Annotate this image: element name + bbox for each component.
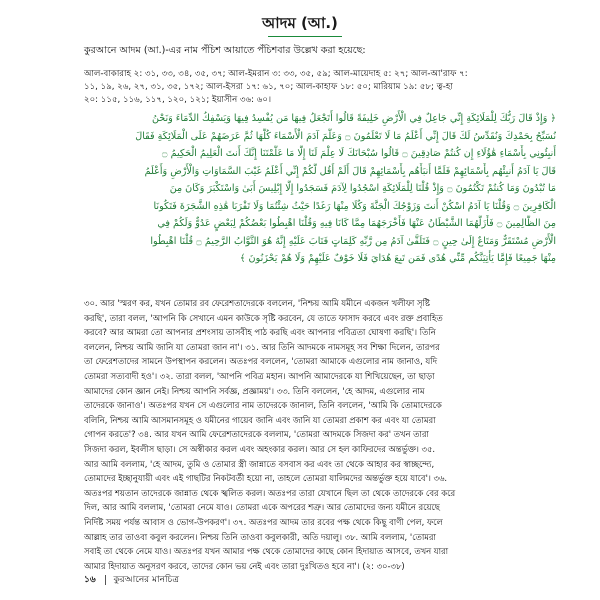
arabic-line: نُسَبِّحُ بِحَمْدِكَ وَنُقَدِّسُ لَكَ قَالَ إِنِّي أَعْلَمُ مَا لَا تَعْلَمُونَ ۝ وَعَلَّمَ آدَمَ الْأَسْمَاءَ كُلَّهَا ثُمَّ عَرَضَهُمْ عَلَى الْمَلَائِكَةِ فَقَالَ bbox=[135, 130, 556, 142]
translation-line: তা ফেরেশতাদের সামনে উপস্থাপন করলেন। অতঃপর বললেন, 'তোমরা আমাকে এগুলোর নাম জানাও, যদি bbox=[84, 356, 438, 367]
translation-line: নির্দিষ্ট সময় পর্যন্ত আবাস ও ভোগ-উপকরণ'। ৩৭. অতঃপর আদম তার রবের পক্ষ থেকে কিছু বাণী পেল, ফলে bbox=[84, 516, 443, 527]
intro-paragraph: কুরআনে আদম (আ.)-এর নাম পঁচিশ আয়াতে পঁচিশবার উল্লেখ করা হয়েছে: bbox=[84, 45, 366, 56]
translation-line: আল্লাহ তার তাওবা কবুল করলেন। নিশ্চয় তিনি তাওবা কবুলকারী, অতি দয়ালু। ৩৮. আমি বললাম, 'তোমরা bbox=[84, 531, 436, 542]
arabic-line: مَا تُبْدُونَ وَمَا كُنتُمْ تَكْتُمُونَ ۝ وَإِذْ قُلْنَا لِلْمَلَائِكَةِ اسْجُدُوا لِآدَمَ فَسَجَدُوا إِلَّا إِبْلِيسَ أَبَىٰ وَاسْتَكْبَرَ وَكَانَ مِنَ bbox=[169, 183, 556, 194]
arabic-line: أَنبِئُونِي بِأَسْمَاءِ هَٰؤُلَاءِ إِن كُنتُمْ صَادِقِينَ ۝ قَالُوا سُبْحَانَكَ لَا عِلْمَ لَنَا إِلَّا مَا عَلَّمْتَنَا إِنَّكَ أَنتَ الْعَلِيمُ الْحَكِيمُ ۝ bbox=[161, 148, 556, 159]
translation-line: গোপন করতে'? ৩৪. আর যখন আমি ফেরেশতাদেরকে বললাম, 'তোমরা আদমকে সিজদা কর' তখন তারা bbox=[84, 429, 429, 440]
title-underline bbox=[268, 36, 342, 37]
translation-line: বলিনি, নিশ্চয় আমি আসমানসমূহ ও যমীনের গায়েব জানি এবং জানি যা তোমরা প্রকাশ কর এবং যা তোমরা bbox=[84, 414, 436, 425]
arabic-verses bbox=[84, 110, 556, 303]
translation-line: আর আমি বললাম, 'হে আদম, তুমি ও তোমার স্ত্রী জান্নাতে বসবাস কর এবং তা থেকে আহার কর স্বাচ্ছন্দ্যে, bbox=[84, 458, 435, 469]
reference-line: ২০: ১১৫, ১১৬, ১১৭, ১২০, ১২১; ইয়াসীন ৩৬: ৬০। bbox=[84, 95, 272, 105]
reference-line: আল-বাকারাহ ২: ৩১, ৩৩, ৩৪, ৩৫, ৩৭; আল-ইমরান ৩: ৩৩, ৩৫, ৫৯; আল-মায়েদাহ ৫: ২৭; আল-আ'রাফ ৭: bbox=[84, 69, 468, 79]
arabic-line: الْأَرْضِ مُسْتَقَرٌّ وَمَتَاعٌ إِلَىٰ حِينٍ ۝ فَتَلَقَّىٰ آدَمُ مِن رَّبِّهِ كَلِمَاتٍ فَتَابَ عَلَيْهِ إِنَّهُ هُوَ التَّوَّابُ الرَّحِيمُ ۝ قُلْنَا اهْبِطُوا bbox=[150, 235, 556, 247]
references-list bbox=[84, 68, 554, 107]
arabic-line bbox=[84, 268, 556, 286]
arabic-line: قَالَ يَا آدَمُ أَنبِئْهُم بِأَسْمَائِهِمْ فَلَمَّا أَنبَأَهُم بِأَسْمَائِهِمْ قَالَ أَلَمْ أَقُل لَّكُمْ إِنِّي أَعْلَمُ غَيْبَ السَّمَاوَاتِ وَالْأَرْضِ وَأَعْلَمُ bbox=[144, 165, 556, 177]
translation-line: তোমাদের ইচ্ছানুযায়ী এবং এই গাছটির নিকটবর্তী হয়ো না, তাহলে তোমরা যালিমদের অন্তর্ভুক্ত হয়ে যাবে'। ৩৬. bbox=[84, 473, 448, 484]
arabic-line: ﴿ وَإِذْ قَالَ رَبُّكَ لِلْمَلَائِكَةِ إِنِّي جَاعِلٌ فِي الْأَرْضِ خَلِيفَةً قَالُوا أَتَجْعَلُ فِيهَا مَن يُفْسِدُ فِيهَا وَيَسْفِكُ الدِّمَاءَ وَنَحْنُ bbox=[151, 113, 556, 124]
translation-line: বললেন, নিশ্চয় আমি জানি যা তোমরা জান না'। ৩১. আর তিনি আদমকে নামসমূহ সব শিক্ষা দিলেন, তারপর bbox=[84, 341, 440, 352]
translation-line: তোমরা সত্যবাদী হও'। ৩২. তারা বলল, 'আপনি পবিত্র মহান। আপনি আমাদেরকে যা শিখিয়েছেন, তা ছাড়া bbox=[84, 370, 435, 381]
book-title: কুরআনের মানচিত্র bbox=[113, 575, 180, 585]
footer-divider bbox=[105, 575, 106, 585]
page-number: ১৬ bbox=[84, 575, 96, 585]
reference-line: ১১, ১৯, ২৬, ২৭, ৩১, ৩৫, ১৭২; আল-ইসরা ১৭: ৬১, ৭০; আল-কাহাফ ১৮: ৫০; মারিয়াম ১৯: ৫৮; ত্ব-হা bbox=[84, 82, 453, 92]
translation-line: দিল, আর আমি বললাম, 'তোমরা নেমে যাও। তোমরা একে অপরের শত্রু। আর তোমাদের জন্য যমীনে রয়েছে bbox=[84, 502, 440, 513]
translation-line: সবাই তা থেকে নেমে যাও। অতঃপর যখন আমার পক্ষ থেকে তোমাদের কাছে কোন হিদায়াত আসবে, তখন যারা bbox=[84, 546, 449, 557]
bengali-translation bbox=[84, 296, 556, 573]
arabic-line: مِنْهَا جَمِيعًا فَإِمَّا يَأْتِيَنَّكُم مِّنِّي هُدًى فَمَن تَبِعَ هُدَايَ فَلَا خَوْفٌ عَلَيْهِمْ وَلَا هُمْ يَحْزَنُونَ ﴾ bbox=[239, 253, 556, 264]
translation-line: ৩০. আর 'স্মরণ কর, যখন তোমার রব ফেরেশতাদেরকে বললেন, 'নিশ্চয় আমি যমীনে একজন খলীফা সৃষ্টি bbox=[84, 298, 430, 308]
arabic-line: الْكَافِرِينَ ۝ وَقُلْنَا يَا آدَمُ اسْكُنْ أَنتَ وَزَوْجُكَ الْجَنَّةَ وَكُلَا مِنْهَا رَغَدًا حَيْثُ شِئْتُمَا وَلَا تَقْرَبَا هَٰذِهِ الشَّجَرَةَ فَتَكُونَا bbox=[153, 200, 556, 212]
translation-line: করবে? আর আমরা তো আপনার প্রশংসায় তাসবীহ পাঠ করছি এবং আপনার পবিত্রতা ঘোষণা করছি'। তিনি bbox=[84, 327, 436, 338]
translation-line: অতঃপর শয়তান তাদেরকে জান্নাত থেকে স্খলিত করল। অতঃপর তারা যেখানে ছিল তা থেকে তাদেরকে বের করে bbox=[84, 487, 456, 498]
translation-line: সিজদা করল, ইবলীস ছাড়া। সে অস্বীকার করল এবং অহংকার করল। আর সে হল কাফিরদের অন্তর্ভুক্ত। ৩৫. bbox=[84, 443, 436, 454]
translation-line: আমার হিদায়াত অনুসরণ করবে, তাদের কোন ভয় নেই এবং তারা দুঃখিতও হবে না'। (২: ৩০-৩৮) bbox=[84, 560, 405, 571]
arabic-line: مِنَ الظَّالِمِينَ ۝ فَأَزَلَّهُمَا الشَّيْطَانُ عَنْهَا فَأَخْرَجَهُمَا مِمَّا كَانَا فِيهِ وَقُلْنَا اهْبِطُوا بَعْضُكُمْ لِبَعْضٍ عَدُوٌّ وَلَكُمْ فِي bbox=[157, 218, 556, 229]
translation-line: করছি', তারা বলল, 'আপনি কি সেখানে এমন কাউকে সৃষ্টি করবেন, যে তাতে ফাসাদ করবে এবং রক্ত প্রবাহিত bbox=[84, 312, 443, 323]
page-footer bbox=[84, 572, 284, 587]
translation-line: আমাদের কোন জ্ঞান নেই। নিশ্চয় আপনি সর্বজ্ঞ, প্রজ্ঞাময়'। ৩৩. তিনি বললেন, 'হে আদম, এগুলোর নাম bbox=[84, 385, 425, 396]
translation-line: তাদেরকে জানাও'। অতঃপর যখন সে এগুলোর নাম তাদেরকে জানাল, তিনি বললেন, 'আমি কি তোমাদেরকে bbox=[84, 400, 442, 411]
page-title: আদম (আ.) bbox=[262, 14, 338, 32]
